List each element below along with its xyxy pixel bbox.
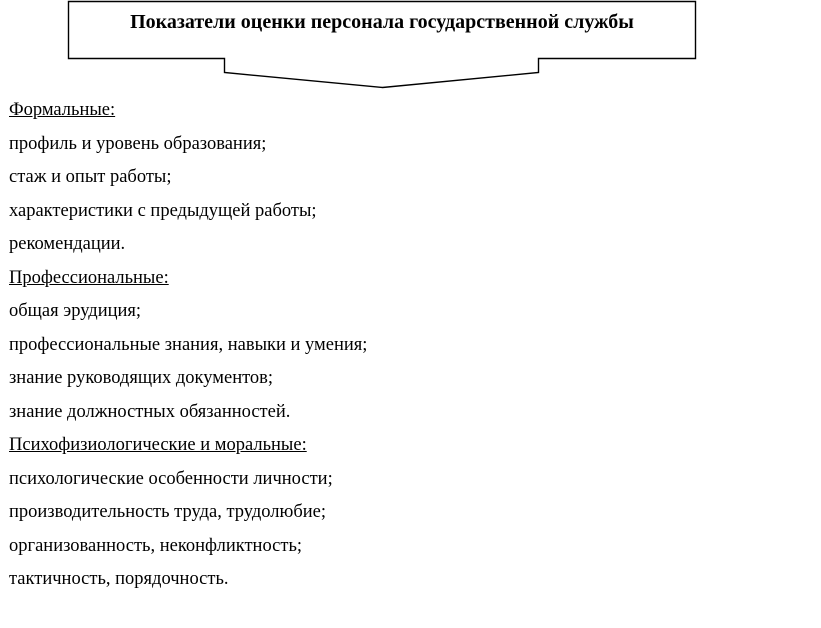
list-item: знание должностных обязанностей. [9,401,291,422]
list-item: производительность труда, трудолюбие; [9,502,326,522]
list-item: стаж и опыт работы; [9,167,172,187]
list-item: рекомендации. [9,234,126,254]
list-item: психологические особенности личности; [9,468,333,489]
list-item: организованность, неконфликтность; [9,535,303,556]
list-item: знание руководящих документов; [9,368,274,388]
diagram-title: Показатели оценки персонала государственной службы [130,11,634,33]
title-callout [0,0,821,95]
indicator-list [9,94,809,597]
section-heading-psychophysiological: Психофизиологические и моральные: [9,435,307,455]
list-item: профиль и уровень образования; [9,133,267,154]
list-item: общая эрудиция; [9,301,142,321]
list-item: тактичность, порядочность. [9,569,229,589]
section-heading-professional: Профессиональные: [9,267,169,288]
list-item: характеристики с предыдущей работы; [9,200,317,221]
list-item: профессиональные знания, навыки и умения; [9,334,368,355]
section-heading-formal: Формальные: [9,100,116,120]
